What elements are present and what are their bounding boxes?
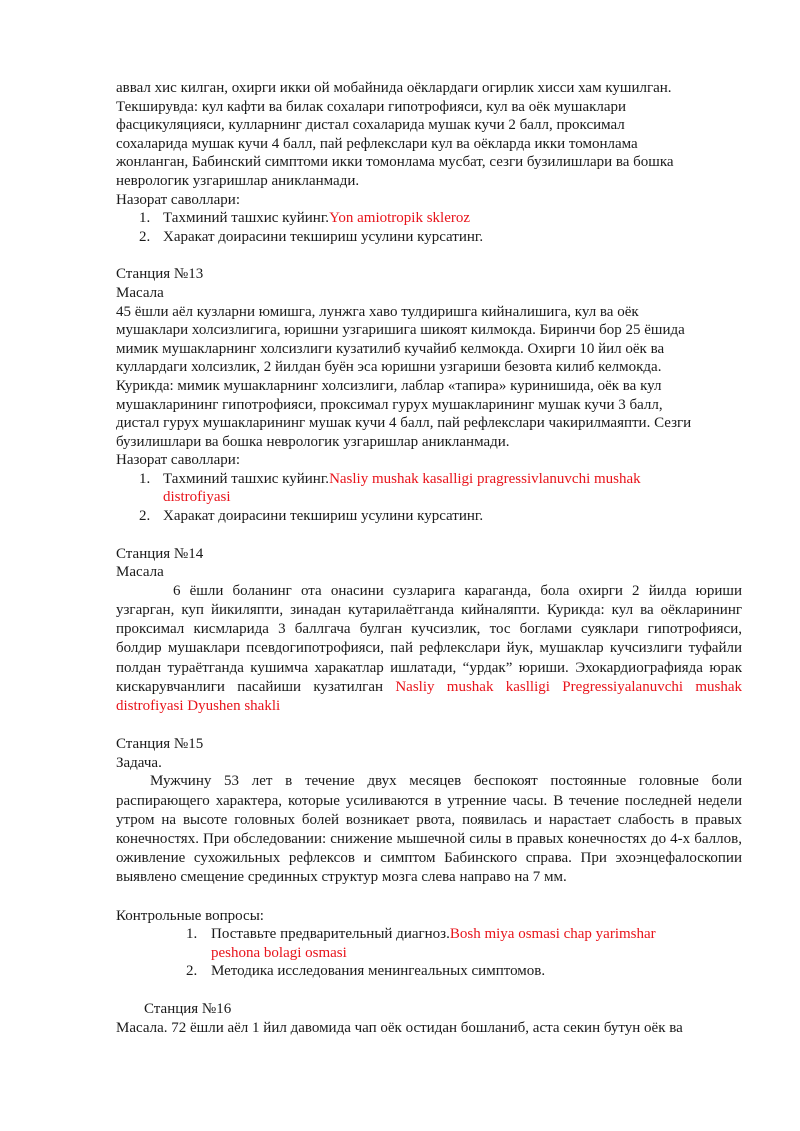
case-13-text xyxy=(116,303,742,452)
text-line: Курикда: мимик мушакларнинг холсизлиги, лаблар «тапира» куринишида, оёк ва кул xyxy=(116,377,662,394)
questions-list xyxy=(116,209,742,246)
answer-text: distrofiyasi xyxy=(163,489,231,506)
question-number: 2. xyxy=(186,963,198,980)
question-item xyxy=(116,962,742,981)
station-title: Станция №13 xyxy=(116,266,204,283)
text-line: дистал гурух мушакларининг мушак кучи 4 балл, пай рефлекслари чакирилмаяпти. Сезги xyxy=(116,415,692,432)
answer-text: Bosh miya osmasi chap yarimshar xyxy=(449,926,656,943)
text-line: куллардаги холсизлик, 2 йилдан буён эса юришни узгариши безовта килиб келмокда. xyxy=(116,359,662,376)
questions-list xyxy=(116,925,742,981)
question-text: Харакат доирасини текшириш усулини курсатинг. xyxy=(163,508,484,525)
question-number: 1. xyxy=(139,470,151,487)
text-line: жонланган, Бабинский симптоми икки томонлама мусбат, сезги бузилишлари ва бошка xyxy=(116,154,674,171)
question-number: 2. xyxy=(139,508,151,525)
question-item xyxy=(116,507,742,526)
questions-title: Назорат саволлари: xyxy=(116,191,241,208)
question-item xyxy=(116,925,742,962)
questions-list xyxy=(116,470,742,526)
text-line: мушакларининг гипотрофияси, проксимал гурух мушакларининг мушак кучи 3 балл, xyxy=(116,396,663,413)
question-text: Тахминий ташхис куйинг. xyxy=(163,210,330,227)
answer-text: peshona bolagi osmasi xyxy=(211,944,347,961)
case-label: Масала xyxy=(116,564,164,581)
text-line: фасцикуляцияси, кулларнинг дистал сохаларида мушак кучи 2 балл, проксимал xyxy=(116,117,625,134)
text-line: мимик мушакларнинг холсизлиги кузатилиб кучайиб келмокда. Охирги 10 йил оёк ва xyxy=(116,340,665,357)
case-12-text xyxy=(116,79,742,191)
question-item xyxy=(116,209,742,228)
question-item xyxy=(116,470,742,507)
station-title: Станция №15 xyxy=(116,736,204,753)
answer-text: Yon amiotropik skleroz xyxy=(329,210,471,227)
case-14-text xyxy=(116,582,742,716)
text-line: бузилишлари ва бошка неврологик узгаришлар аникланмади. xyxy=(116,433,510,450)
text-line: аввал хис килган, охирги икки ой мобайнида оёклардаги огирлик хисси хам кушилган. xyxy=(116,80,672,96)
question-text: Харакат доирасини текшириш усулини курсатинг. xyxy=(163,228,484,245)
question-text: Тахминий ташхис куйинг. xyxy=(163,470,330,487)
answer-text: Nasliy mushak kaslligi Pregressiyalanuvchi mushak distrofiyasi Dyushen shakli xyxy=(116,678,742,715)
case-16-text: Масала. 72 ёшли аёл 1 йил давомида чап оёк остидан бошланиб, аста секин бутун оёк ва xyxy=(116,1019,683,1036)
text-line: Текширувда: кул кафти ва билак сохалари гипотрофияси, кул ва оёк мушаклари xyxy=(116,98,627,115)
document-page xyxy=(116,79,742,1037)
case-15-text: Мужчину 53 лет в течение двух месяцев беспокоят постоянные головные боли распирающего характера, которые усиливаются в утренние часы. В течение последней недели утром на высоте головных болей возникает рвота, появилась и нарастает слабость в правых конечностях. При обследовании: снижение мышечной силы в правых конечностях до 4-х баллов, оживление сухожильных рефлексов и симптом Бабинского справа. При эхоэнцефалоскопии выявлено смещение срединных структур мозга слева направо на 7 мм. xyxy=(116,773,742,886)
question-number: 1. xyxy=(186,926,198,943)
question-number: 2. xyxy=(139,228,151,245)
question-number: 1. xyxy=(139,210,151,227)
question-item xyxy=(116,228,742,247)
text-line: неврологик узгаришлар аникланмади. xyxy=(116,172,360,189)
text-line: мушаклари холсизлигига, юришни узгаришига шикоят килмокда. Биринчи бор 25 ёшида xyxy=(116,322,685,339)
text-line: 45 ёшли аёл кузларни юмишга, лунжга хаво тулдиришга кийналишига, кул ва оёк xyxy=(116,303,639,320)
question-text: Методика исследования менингеальных симптомов. xyxy=(211,963,546,980)
text-line: сохаларида мушак кучи 4 балл, пай рефлекслари кул ва оёкларда икки томонлама xyxy=(116,135,638,152)
station-title: Станция №16 xyxy=(144,1001,232,1018)
station-title: Станция №14 xyxy=(116,545,204,562)
answer-text: Nasliy mushak kasalligi pragressivlanuvchi mushak xyxy=(329,470,641,487)
questions-title: Назорат саволлари: xyxy=(116,452,241,469)
questions-title: Контрольные вопросы: xyxy=(116,907,264,924)
case-text: 6 ёшли боланинг ота онасини сузларига караганда, бола охирги 2 йилда юриши узгарган, куп йикиляпти, зинадан кутарилаётганда кийналяпти. Курикда: кул ва оёкларининг проксимал кисмларида 3 баллгача булган кучсизлик, тос боглами суяклари гипотрофияси, болдир мушаклари псевдогипотрофияси, пай рефлекслари йук, мушаклар кучсизлиги туфайли полдан тураётганда кушимча харакатлар ишлатади, “урдак” юриши. Эхокардиографияда юрак кискарувчанлиги пасайиши кузатилган xyxy=(116,582,742,695)
case-label: Задача. xyxy=(116,754,162,771)
case-label: Масала xyxy=(116,284,164,301)
question-text: Поставьте предварительный диагноз. xyxy=(211,926,450,943)
